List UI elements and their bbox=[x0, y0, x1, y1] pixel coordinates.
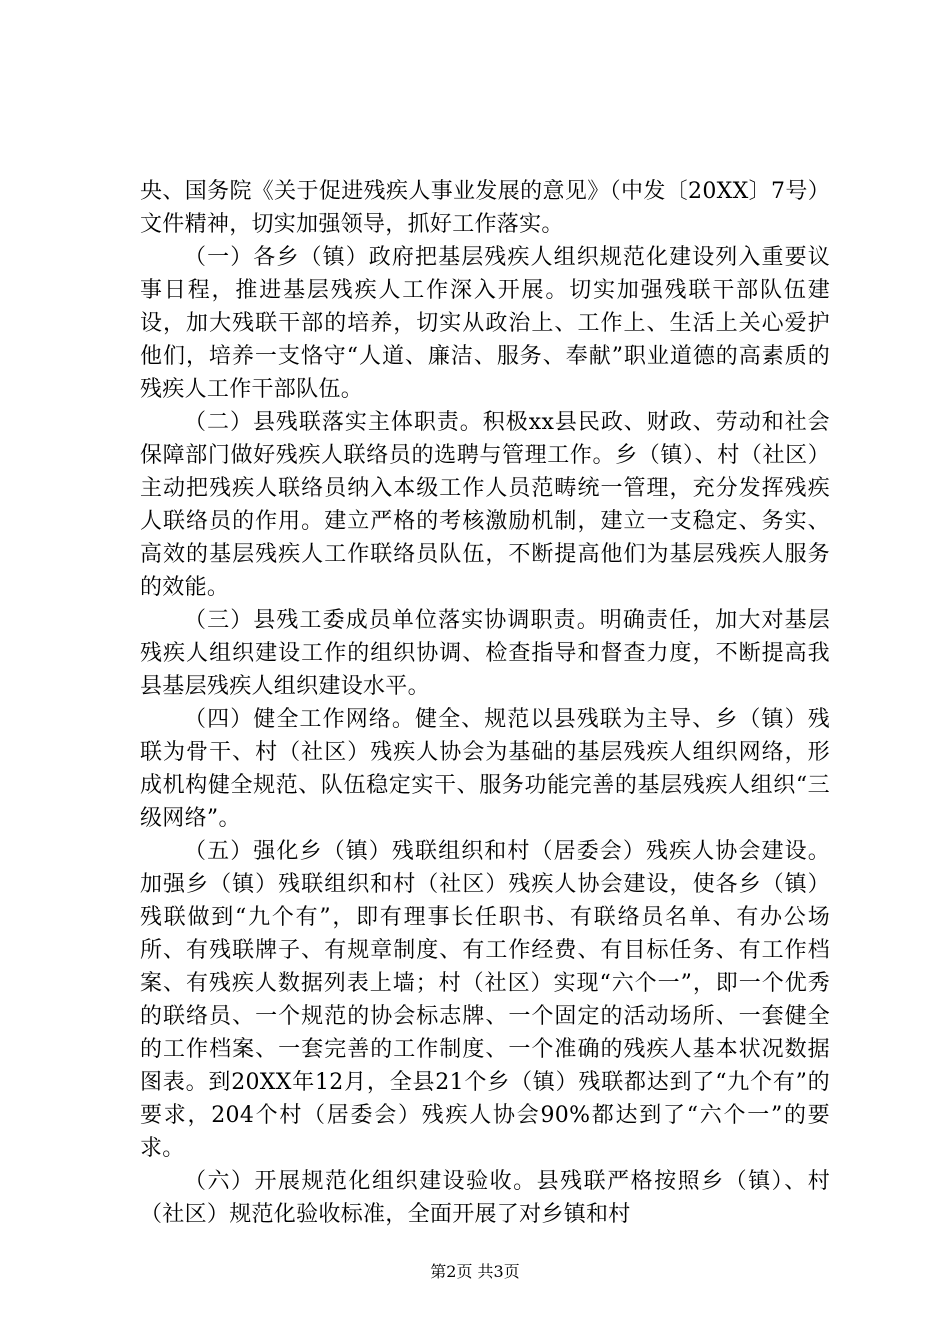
paragraph-section-6: （六）开展规范化组织建设验收。县残联严格按照乡（镇）、村（社区）规范化验收标准，全面开展了对乡镇和村 bbox=[140, 1169, 830, 1227]
paragraph-continuation: 央、国务院《关于促进残疾人事业发展的意见》（中发〔20XX〕7号）文件精神，切实加强领导，抓好工作落实。 bbox=[140, 179, 830, 237]
document-body bbox=[140, 175, 830, 1231]
paragraph-section-3: （三）县残工委成员单位落实协调职责。明确责任，加大对基层残疾人组织建设工作的组织协调、检查指导和督查力度，不断提高我县基层残疾人组织建设水平。 bbox=[140, 608, 830, 699]
paragraph-section-5: （五）强化乡（镇）残联组织和村（居委会）残疾人协会建设。加强乡（镇）残联组织和村（社区）残疾人协会建设，使各乡（镇）残联做到“九个有”，即有理事长任职书、有联络员名单、有办公场所、有残联牌子、有规章制度、有工作经费、有目标任务、有工作档案、有残疾人数据列表上墙；村（社区）实现“六个一”，即一个优秀的联络员、一个规范的协会标志牌、一个固定的活动场所、一套健全的工作档案、一套完善的工作制度、一个准确的残疾人基本状况数据图表。到20XX年12月，全县21个乡（镇）残联都达到了“九个有”的要求，204个村（居委会）残疾人协会90%都达到了“六个一”的要求。 bbox=[140, 839, 830, 1161]
paragraph-section-2: （二）县残联落实主体职责。积极xx县民政、财政、劳动和社会保障部门做好残疾人联络员的选聘与管理工作。乡（镇）、村（社区）主动把残疾人联络员纳入本级工作人员范畴统一管理，充分发挥残疾人联络员的作用。建立严格的考核激励机制，建立一支稳定、务实、高效的基层残疾人工作联络员队伍，不断提高他们为基层残疾人服务的效能。 bbox=[140, 410, 830, 600]
page-number-footer: 第2页 共3页 bbox=[430, 1262, 520, 1281]
paragraph-section-1: （一）各乡（镇）政府把基层残疾人组织规范化建设列入重要议事日程，推进基层残疾人工作深入开展。切实加强残联干部队伍建设，加大残联干部的培养，切实从政治上、工作上、生活上关心爱护他们，培养一支恪守“人道、廉洁、服务、奉献”职业道德的高素质的残疾人工作干部队伍。 bbox=[140, 245, 830, 402]
paragraph-section-4: （四）健全工作网络。健全、规范以县残联为主导、乡（镇）残联为骨干、村（社区）残疾人协会为基础的基层残疾人组织网络，形成机构健全规范、队伍稳定实干、服务功能完善的基层残疾人组织“三级网络”。 bbox=[140, 707, 830, 831]
